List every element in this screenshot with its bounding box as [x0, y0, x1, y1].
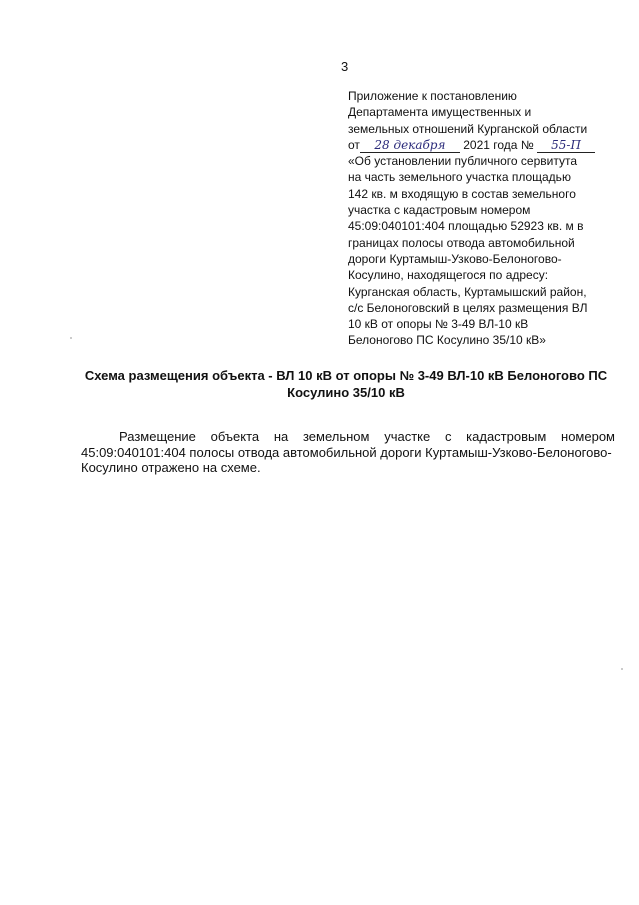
- page-number: 3: [341, 59, 349, 74]
- date-prefix: от: [348, 137, 360, 152]
- appendix-line: Приложение к постановлению: [348, 89, 517, 103]
- appendix-line: земельных отношений Курганской области: [348, 121, 588, 136]
- appendix-header: [348, 88, 616, 349]
- scan-speck: [70, 337, 72, 339]
- handwritten-date: 28 декабря: [360, 139, 460, 153]
- appendix-date-line: [348, 137, 616, 153]
- subject-line: участка с кадастровым номером: [348, 203, 531, 218]
- subject-line: 142 кв. м входящую в состав земельного: [348, 186, 576, 201]
- subject-line: на часть земельного участка площадью: [348, 170, 571, 185]
- subject-line: 45:09:040101:404 площадью 52923 кв. м в: [348, 219, 584, 234]
- scan-speck: [621, 668, 623, 670]
- heading-line: Косулино 35/10 кВ: [287, 384, 405, 400]
- paragraph-line: Косулино отражено на схеме.: [81, 460, 261, 475]
- subject-line: Курганская область, Куртамышский район,: [348, 284, 587, 299]
- appendix-line: Департамента имущественных и: [348, 105, 532, 120]
- subject-line: с/с Белоноговский в целях размещения ВЛ: [348, 300, 588, 315]
- subject-line: Косулино, находящегося по адресу:: [348, 268, 549, 283]
- subject-line: дороги Куртамыш-Узково-Белоногово-: [348, 251, 562, 266]
- date-mid: 2021 года №: [463, 137, 534, 152]
- subject-line: Белоногово ПС Косулино 35/10 кВ»: [348, 333, 546, 348]
- paragraph-line: Размещение объекта на земельном участке с кадастровым номером: [119, 429, 615, 444]
- paragraph-line: 45:09:040101:404 полосы отвода автомобильной дороги Куртамыш-Узково-Белоногово-: [81, 444, 612, 460]
- subject-line: «Об установлении публичного сервитута: [348, 154, 577, 169]
- subject-line: 10 кВ от опоры № 3-49 ВЛ-10 кВ: [348, 317, 529, 332]
- handwritten-number: 55-П: [537, 139, 595, 153]
- heading-line: Схема размещения объекта - ВЛ 10 кВ от опоры № 3-49 ВЛ-10 кВ Белоногово ПС: [84, 368, 608, 383]
- body-paragraph: [81, 429, 615, 476]
- subject-line: границах полосы отвода автомобильной: [348, 235, 575, 250]
- scheme-heading: [72, 368, 620, 401]
